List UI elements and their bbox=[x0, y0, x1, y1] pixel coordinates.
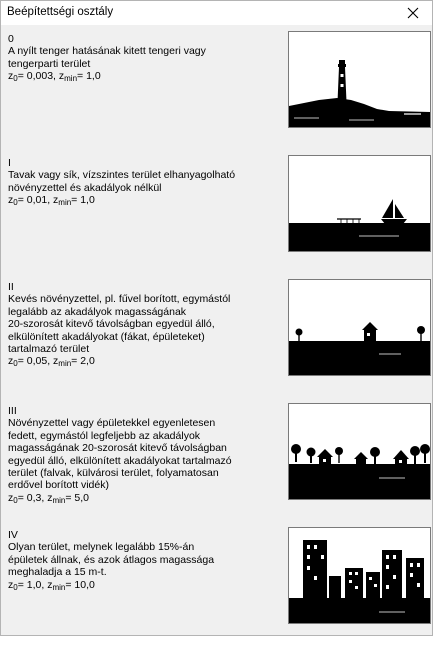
close-button[interactable] bbox=[398, 1, 428, 25]
category-description bbox=[8, 33, 278, 86]
category-text-line: meghaladja a 15 m-t. bbox=[8, 566, 107, 579]
category-id: I bbox=[8, 157, 11, 169]
category-text-line: 20-szorosát kitevő távolságban egyedül álló, bbox=[8, 318, 215, 331]
category-text-line: A nyílt tenger hatásának kitett tengeri vagy bbox=[8, 45, 206, 58]
category-text-line: legalább az akadályok magasságának bbox=[8, 305, 187, 318]
sparse-obstacles-scene bbox=[288, 279, 431, 376]
category-text-line: tengerparti terület bbox=[8, 57, 91, 70]
category-text-line: Olyan terület, melynek legalább 15%-án bbox=[8, 541, 195, 554]
roughness-values: $z_0= 0,05$, $z_{min}= 2,0$ bbox=[8, 355, 95, 369]
category-text-line: Tavak vagy sík, vízszintes terület elhanyagolható bbox=[8, 169, 236, 182]
category-row-II[interactable] bbox=[1, 273, 432, 397]
category-text-line: tartalmazó terület bbox=[8, 343, 90, 356]
lighthouse-sea-scene bbox=[288, 31, 431, 128]
category-list bbox=[1, 25, 432, 635]
category-text-line: épületek állnak, és azok átlagos magassága bbox=[8, 553, 215, 566]
roughness-values: $z_0= 0,003$, $z_{min}= 1,0$ bbox=[8, 70, 101, 84]
category-id: 0 bbox=[8, 33, 14, 45]
category-text-line: magasságának 20-szorosát kitevő távolságban bbox=[8, 442, 227, 455]
category-text-line: erdővel borított vidék) bbox=[8, 479, 109, 492]
category-id: IV bbox=[8, 529, 18, 541]
category-text-line: terület (falvak, külvárosi terület, folyamatosan bbox=[8, 467, 219, 480]
category-text-line: Növényzettel vagy épületekkel egyenletesen bbox=[8, 417, 216, 430]
category-text-line: elkülönített akadályokat (fákat, épületeket) bbox=[8, 330, 205, 343]
category-description bbox=[8, 157, 278, 210]
title-bar bbox=[1, 1, 432, 25]
category-row-III[interactable] bbox=[1, 397, 432, 521]
lake-sailboat-scene bbox=[288, 155, 431, 252]
category-description bbox=[8, 281, 278, 371]
category-text-line: növényzettel és akadályok nélkül bbox=[8, 181, 162, 194]
window-title: Beépítettségi osztály bbox=[7, 6, 114, 18]
city-buildings-scene bbox=[288, 527, 431, 624]
village-forest-scene bbox=[288, 403, 431, 500]
roughness-values: $z_0= 1,0$, $z_{min}= 10,0$ bbox=[8, 578, 95, 592]
category-row-0[interactable] bbox=[1, 25, 432, 149]
category-id: III bbox=[8, 405, 17, 417]
roughness-values: $z_0= 0,01$, $z_{min}= 1,0$ bbox=[8, 194, 95, 208]
category-text-line: Kevés növényzettel, pl. fűvel borított, egymástól bbox=[8, 293, 231, 306]
category-id: II bbox=[8, 281, 14, 293]
close-icon bbox=[407, 7, 419, 19]
category-text-line: egyedül álló, elkülönített akadályokat tartalmazó bbox=[8, 454, 232, 467]
category-description bbox=[8, 529, 278, 594]
category-row-IV[interactable] bbox=[1, 521, 432, 645]
category-text-line: fedett, egymástól legfeljebb az akadályok bbox=[8, 429, 201, 442]
category-row-I[interactable] bbox=[1, 149, 432, 273]
category-description bbox=[8, 405, 278, 507]
roughness-values: $z_0= 0,3$, $z_{min}= 5,0$ bbox=[8, 491, 89, 505]
